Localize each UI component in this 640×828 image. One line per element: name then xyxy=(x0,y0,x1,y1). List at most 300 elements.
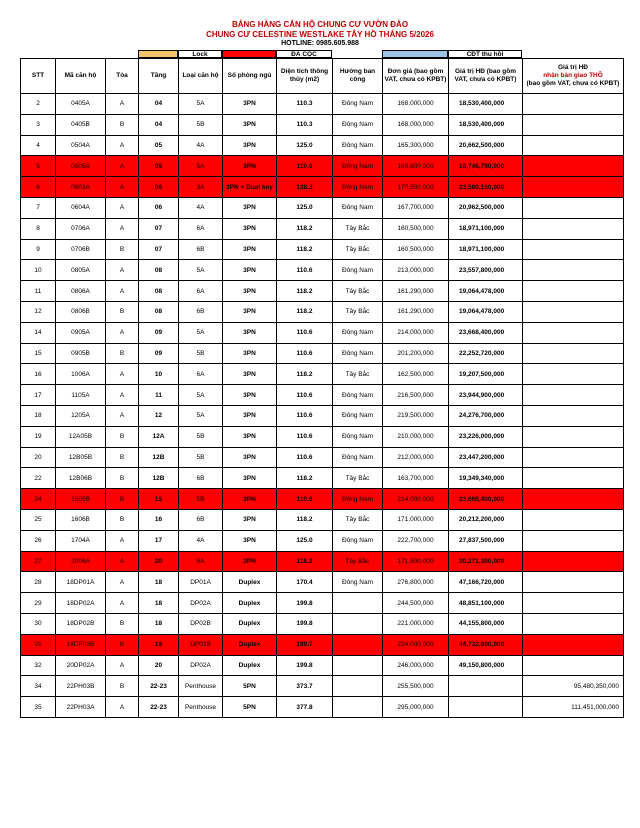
legend-deposit-label: ĐÃ CỌC xyxy=(276,50,332,58)
cell-unit-price: 213,000,000 xyxy=(383,260,449,281)
cell-stt: 30 xyxy=(21,613,56,634)
cell-raw-contract xyxy=(523,177,624,198)
cell-type: 5B xyxy=(179,343,223,364)
cell-type: 5A xyxy=(179,156,223,177)
cell-raw-contract xyxy=(523,260,624,281)
cell-area: 110.6 xyxy=(277,426,333,447)
table-row xyxy=(21,468,624,489)
cell-code: 0905B xyxy=(56,343,106,364)
cell-tower: A xyxy=(106,156,139,177)
cell-area: 110.6 xyxy=(277,385,333,406)
cell-area: 118.2 xyxy=(277,468,333,489)
cell-unit-price: 221,000,000 xyxy=(383,613,449,634)
cell-unit-price: 168,000,000 xyxy=(383,94,449,115)
cell-rooms: Duplex xyxy=(223,655,277,676)
cell-code: 1606B xyxy=(56,509,106,530)
legend-cdt-label: CĐT thu hồi xyxy=(448,50,522,58)
cell-code: 0706A xyxy=(56,218,106,239)
cell-direction: Tây Bắc xyxy=(333,218,383,239)
cell-tower: B xyxy=(106,634,139,655)
cell-code: 18DP02B xyxy=(56,613,106,634)
cell-unit-price: 162,500,000 xyxy=(383,364,449,385)
cell-raw-contract xyxy=(523,655,624,676)
cell-raw-contract xyxy=(523,364,624,385)
cell-code: 1704A xyxy=(56,530,106,551)
cell-area: 125.0 xyxy=(277,197,333,218)
table-row xyxy=(21,114,624,135)
cell-rooms: 3PN xyxy=(223,364,277,385)
cell-area: 110.6 xyxy=(277,405,333,426)
cell-contract: 47,166,720,000 xyxy=(449,572,523,593)
cell-rooms: 3PN xyxy=(223,218,277,239)
cell-area: 110.6 xyxy=(277,489,333,510)
cell-direction xyxy=(333,634,383,655)
cell-rooms: 3PN xyxy=(223,197,277,218)
cell-stt: 20 xyxy=(21,447,56,468)
cell-code: 12B06B xyxy=(56,468,106,489)
table-row xyxy=(21,94,624,115)
cell-contract: 20,662,500,000 xyxy=(449,135,523,156)
cell-raw-contract: 95,480,350,000 xyxy=(523,676,624,697)
cell-floor: 18 xyxy=(139,634,179,655)
cell-direction xyxy=(333,655,383,676)
cell-rooms: 3PN xyxy=(223,405,277,426)
cell-code: 0806A xyxy=(56,281,106,302)
cell-area: 118.2 xyxy=(277,509,333,530)
cell-floor: 06 xyxy=(139,197,179,218)
col-area: Diện tích thông thủy (m2) xyxy=(277,59,333,94)
cell-type: Penthouse xyxy=(179,697,223,718)
col-contract: Giá trị HĐ (bao gồm VAT, chưa có KPBT) xyxy=(449,59,523,94)
cell-type: 4A xyxy=(179,530,223,551)
cell-stt: 15 xyxy=(21,343,56,364)
cell-code: 0905A xyxy=(56,322,106,343)
table-row xyxy=(21,509,624,530)
cell-contract xyxy=(449,676,523,697)
cell-unit-price: 212,000,000 xyxy=(383,447,449,468)
cell-area: 110.6 xyxy=(277,156,333,177)
cell-unit-price: 276,800,000 xyxy=(383,572,449,593)
cell-rooms: 3PN xyxy=(223,114,277,135)
cell-area: 118.2 xyxy=(277,301,333,322)
cell-code: 0805A xyxy=(56,260,106,281)
cell-area: 118.2 xyxy=(277,218,333,239)
cell-floor: 10 xyxy=(139,364,179,385)
cell-raw-contract xyxy=(523,114,624,135)
cell-area: 199.8 xyxy=(277,655,333,676)
cell-tower: A xyxy=(106,94,139,115)
col-raw-line3: (bao gồm VAT, chưa có KPBT) xyxy=(526,80,620,87)
cell-code: 18DP03B xyxy=(56,634,106,655)
cell-type: 5A xyxy=(179,405,223,426)
cell-direction: Đông Nam xyxy=(333,405,383,426)
cell-floor: 18 xyxy=(139,593,179,614)
cell-code: 1105A xyxy=(56,385,106,406)
cell-contract: 23,668,400,000 xyxy=(449,489,523,510)
cell-area: 125.0 xyxy=(277,135,333,156)
cell-type: 4A xyxy=(179,135,223,156)
col-raw-line1: Giá trị HĐ xyxy=(558,64,588,71)
table-row xyxy=(21,676,624,697)
cell-tower: B xyxy=(106,426,139,447)
cell-raw-contract xyxy=(523,385,624,406)
cell-direction: Đông Nam xyxy=(333,343,383,364)
cell-floor: 05 xyxy=(139,156,179,177)
cell-contract: 23,944,900,000 xyxy=(449,385,523,406)
col-tower: Tòa xyxy=(106,59,139,94)
cell-tower: B xyxy=(106,239,139,260)
table-row xyxy=(21,655,624,676)
cell-code: 0706B xyxy=(56,239,106,260)
cell-direction: Tây Bắc xyxy=(333,239,383,260)
cell-area: 170.4 xyxy=(277,572,333,593)
cell-contract: 19,064,478,000 xyxy=(449,301,523,322)
table-row xyxy=(21,135,624,156)
cell-floor: 20 xyxy=(139,551,179,572)
cell-code: 0405B xyxy=(56,114,106,135)
table-row xyxy=(21,385,624,406)
cell-type: 6B xyxy=(179,301,223,322)
cell-unit-price: 160,500,000 xyxy=(383,239,449,260)
cell-raw-contract xyxy=(523,593,624,614)
cell-code: 0806B xyxy=(56,301,106,322)
cell-unit-price: 244,500,000 xyxy=(383,593,449,614)
cell-raw-contract xyxy=(523,530,624,551)
cell-code: 12B05B xyxy=(56,447,106,468)
cell-code: 1505B xyxy=(56,489,106,510)
cell-floor: 17 xyxy=(139,530,179,551)
table-row xyxy=(21,177,624,198)
cell-type: 3A xyxy=(179,177,223,198)
col-raw-contract xyxy=(523,59,624,94)
cell-unit-price: 214,000,000 xyxy=(383,322,449,343)
cell-floor: 08 xyxy=(139,260,179,281)
cell-direction: Tây Bắc xyxy=(333,281,383,302)
cell-raw-contract xyxy=(523,509,624,530)
cell-floor: 22-23 xyxy=(139,676,179,697)
cell-rooms: Duplex xyxy=(223,634,277,655)
cell-contract: 19,064,478,000 xyxy=(449,281,523,302)
cell-floor: 12 xyxy=(139,405,179,426)
cell-area: 373.7 xyxy=(277,676,333,697)
col-type: Loại căn hộ xyxy=(179,59,223,94)
cell-type: 5A xyxy=(179,322,223,343)
cell-tower: A xyxy=(106,530,139,551)
cell-tower: A xyxy=(106,593,139,614)
cell-rooms: 3PN xyxy=(223,301,277,322)
cell-unit-price: 163,700,000 xyxy=(383,468,449,489)
cell-contract: 18,971,100,000 xyxy=(449,218,523,239)
cell-type: 6A xyxy=(179,364,223,385)
cell-stt: 18 xyxy=(21,405,56,426)
cell-contract: 44,732,800,000 xyxy=(449,634,523,655)
cell-floor: 04 xyxy=(139,94,179,115)
cell-raw-contract xyxy=(523,218,624,239)
cell-unit-price: 214,000,000 xyxy=(383,489,449,510)
cell-floor: 06 xyxy=(139,177,179,198)
cell-direction: Đông Nam xyxy=(333,197,383,218)
cell-raw-contract xyxy=(523,301,624,322)
cell-rooms: Duplex xyxy=(223,613,277,634)
cell-tower: A xyxy=(106,197,139,218)
cell-stt: 2 xyxy=(21,94,56,115)
cell-raw-contract xyxy=(523,197,624,218)
cell-rooms: 3PN xyxy=(223,385,277,406)
cell-code: 1205A xyxy=(56,405,106,426)
cell-rooms: 3PN xyxy=(223,260,277,281)
cell-floor: 07 xyxy=(139,218,179,239)
cell-rooms: 3PN xyxy=(223,343,277,364)
cell-unit-price: 165,300,000 xyxy=(383,135,449,156)
cell-area: 199.8 xyxy=(277,593,333,614)
cell-type: 5A xyxy=(179,260,223,281)
col-code: Mã căn hộ xyxy=(56,59,106,94)
cell-stt: 34 xyxy=(21,676,56,697)
cell-unit-price: 222,700,000 xyxy=(383,530,449,551)
table-row xyxy=(21,697,624,718)
cell-floor: 12B xyxy=(139,447,179,468)
cell-code: 2006A xyxy=(56,551,106,572)
cell-unit-price: 219,500,000 xyxy=(383,405,449,426)
table-row xyxy=(21,197,624,218)
cell-stt: 19 xyxy=(21,426,56,447)
cell-area: 118.2 xyxy=(277,364,333,385)
cell-unit-price: 171,000,000 xyxy=(383,509,449,530)
cell-direction: Tây Bắc xyxy=(333,301,383,322)
cell-direction: Đông Nam xyxy=(333,177,383,198)
cell-floor: 15 xyxy=(139,489,179,510)
cell-tower: A xyxy=(106,655,139,676)
cell-code: 18DP01A xyxy=(56,572,106,593)
cell-area: 125.0 xyxy=(277,530,333,551)
page-title: BẢNG HÀNG CĂN HỘ CHUNG CƯ VƯỜN ĐÀO xyxy=(231,20,409,29)
cell-floor: 18 xyxy=(139,572,179,593)
cell-stt: 9 xyxy=(21,239,56,260)
cell-rooms: 3PN xyxy=(223,509,277,530)
col-rooms: Số phòng ngủ xyxy=(223,59,277,94)
cell-type: 5B xyxy=(179,114,223,135)
cell-direction: Đông Nam xyxy=(333,426,383,447)
cell-floor: 04 xyxy=(139,114,179,135)
cell-stt: 35 xyxy=(21,697,56,718)
cell-tower: A xyxy=(106,177,139,198)
cell-stt: 16 xyxy=(21,364,56,385)
cell-direction xyxy=(333,613,383,634)
cell-area: 110.6 xyxy=(277,260,333,281)
cell-rooms: 3PN xyxy=(223,530,277,551)
cell-unit-price: 224,000,000 xyxy=(383,634,449,655)
cell-raw-contract xyxy=(523,489,624,510)
cell-raw-contract xyxy=(523,634,624,655)
cell-code: 18DP02A xyxy=(56,593,106,614)
cell-tower: A xyxy=(106,135,139,156)
cell-contract: 23,580,150,000 xyxy=(449,177,523,198)
cell-tower: A xyxy=(106,385,139,406)
cell-raw-contract xyxy=(523,281,624,302)
cell-direction: Đông Nam xyxy=(333,489,383,510)
cell-contract: 48,851,100,000 xyxy=(449,593,523,614)
cell-rooms: 3PN xyxy=(223,322,277,343)
table-row xyxy=(21,530,624,551)
cell-contract: 23,668,400,000 xyxy=(449,322,523,343)
cell-direction: Đông Nam xyxy=(333,156,383,177)
table-row xyxy=(21,426,624,447)
table-row xyxy=(21,239,624,260)
cell-area: 118.2 xyxy=(277,281,333,302)
cell-direction: Đông Nam xyxy=(333,94,383,115)
cell-raw-contract xyxy=(523,551,624,572)
cell-floor: 22-23 xyxy=(139,697,179,718)
cell-stt: 7 xyxy=(21,197,56,218)
cell-raw-contract xyxy=(523,405,624,426)
cell-code: 0604A xyxy=(56,197,106,218)
cell-contract: 20,271,300,000 xyxy=(449,551,523,572)
cell-stt: 32 xyxy=(21,655,56,676)
table-row xyxy=(21,613,624,634)
cell-rooms: 3PN + Dual key xyxy=(223,177,277,198)
cell-code: 0405A xyxy=(56,94,106,115)
cell-unit-price: 170,500,000 xyxy=(383,177,449,198)
cell-contract: 23,447,200,000 xyxy=(449,447,523,468)
cell-type: 6A xyxy=(179,218,223,239)
cell-type: 6B xyxy=(179,239,223,260)
cell-unit-price: 295,000,000 xyxy=(383,697,449,718)
cell-contract: 49,150,800,000 xyxy=(449,655,523,676)
legend-lock-swatch xyxy=(138,50,178,58)
cell-type: 4A xyxy=(179,197,223,218)
cell-contract: 44,155,800,000 xyxy=(449,613,523,634)
cell-raw-contract xyxy=(523,94,624,115)
cell-tower: A xyxy=(106,281,139,302)
cell-raw-contract xyxy=(523,426,624,447)
col-unit-price: Đơn giá (bao gồm VAT, chưa có KPBT) xyxy=(383,59,449,94)
table-row xyxy=(21,322,624,343)
cell-contract: 19,349,340,000 xyxy=(449,468,523,489)
cell-type: 5B xyxy=(179,447,223,468)
cell-contract: 18,971,100,000 xyxy=(449,239,523,260)
cell-floor: 11 xyxy=(139,385,179,406)
cell-area: 110.6 xyxy=(277,322,333,343)
cell-tower: B xyxy=(106,114,139,135)
cell-tower: B xyxy=(106,676,139,697)
cell-floor: 20 xyxy=(139,655,179,676)
cell-floor: 12A xyxy=(139,426,179,447)
cell-raw-contract xyxy=(523,468,624,489)
table-header-row xyxy=(21,59,624,94)
cell-floor: 18 xyxy=(139,613,179,634)
cell-type: 6B xyxy=(179,468,223,489)
cell-tower: A xyxy=(106,697,139,718)
table-row xyxy=(21,405,624,426)
table-row xyxy=(21,343,624,364)
cell-contract: 22,252,720,000 xyxy=(449,343,523,364)
cell-area: 199.7 xyxy=(277,634,333,655)
cell-direction: Tây Bắc xyxy=(333,468,383,489)
cell-type: 6B xyxy=(179,509,223,530)
cell-rooms: 3PN xyxy=(223,281,277,302)
table-row xyxy=(21,260,624,281)
cell-type: 5B xyxy=(179,426,223,447)
col-direction: Hướng ban công xyxy=(333,59,383,94)
table-row xyxy=(21,364,624,385)
cell-direction: Đông Nam xyxy=(333,260,383,281)
legend-price-swatch xyxy=(382,50,448,58)
cell-stt: 22 xyxy=(21,468,56,489)
cell-type: 5B xyxy=(179,489,223,510)
col-raw-line2: nhận bàn giao THÔ xyxy=(543,72,603,79)
cell-stt: 14 xyxy=(21,322,56,343)
cell-code: 12A05B xyxy=(56,426,106,447)
page-subtitle: CHUNG CƯ CELESTINE WESTLAKE TÂY HỒ THÁNG 5/2026 xyxy=(206,30,434,39)
table-row xyxy=(21,156,624,177)
cell-direction xyxy=(333,676,383,697)
cell-raw-contract xyxy=(523,135,624,156)
cell-unit-price: 216,500,000 xyxy=(383,385,449,406)
cell-contract: 18,530,400,000 xyxy=(449,94,523,115)
cell-area: 118.2 xyxy=(277,239,333,260)
cell-stt: 4 xyxy=(21,135,56,156)
cell-direction: Đông Nam xyxy=(333,385,383,406)
cell-tower: B xyxy=(106,509,139,530)
cell-code: 22PH03A xyxy=(56,697,106,718)
cell-unit-price: 255,500,000 xyxy=(383,676,449,697)
cell-direction xyxy=(333,593,383,614)
cell-code: 0505A xyxy=(56,156,106,177)
table-row xyxy=(21,301,624,322)
cell-stt: 26 xyxy=(21,530,56,551)
cell-stt: 25 xyxy=(21,509,56,530)
cell-tower: A xyxy=(106,364,139,385)
cell-area: 110.6 xyxy=(277,447,333,468)
cell-contract: 19,207,500,000 xyxy=(449,364,523,385)
cell-direction: Tây Bắc xyxy=(333,551,383,572)
cell-stt: 8 xyxy=(21,218,56,239)
cell-raw-contract xyxy=(523,447,624,468)
cell-contract: 23,557,800,000 xyxy=(449,260,523,281)
cell-rooms: 3PN xyxy=(223,135,277,156)
cell-tower: A xyxy=(106,405,139,426)
table-row xyxy=(21,634,624,655)
cell-direction: Đông Nam xyxy=(333,530,383,551)
cell-type: 6A xyxy=(179,551,223,572)
cell-contract: 18,530,400,000 xyxy=(449,114,523,135)
cell-tower: A xyxy=(106,260,139,281)
cell-area: 110.3 xyxy=(277,94,333,115)
cell-tower: B xyxy=(106,343,139,364)
cell-floor: 08 xyxy=(139,281,179,302)
cell-raw-contract xyxy=(523,343,624,364)
cell-contract: 20,962,500,000 xyxy=(449,197,523,218)
cell-stt: 11 xyxy=(21,281,56,302)
cell-direction: Đông Nam xyxy=(333,447,383,468)
cell-contract: 23,226,000,000 xyxy=(449,426,523,447)
cell-tower: A xyxy=(106,551,139,572)
cell-tower: B xyxy=(106,301,139,322)
cell-stt: 27 xyxy=(21,551,56,572)
cell-tower: B xyxy=(106,468,139,489)
cell-tower: A xyxy=(106,572,139,593)
cell-tower: A xyxy=(106,218,139,239)
cell-floor: 16 xyxy=(139,509,179,530)
cell-code: 0603A xyxy=(56,177,106,198)
col-stt: STT xyxy=(21,59,56,94)
table-body xyxy=(21,94,624,718)
cell-raw-contract xyxy=(523,322,624,343)
cell-floor: 12B xyxy=(139,468,179,489)
cell-type: 5A xyxy=(179,385,223,406)
cell-stt: 5 xyxy=(21,156,56,177)
table-row xyxy=(21,572,624,593)
